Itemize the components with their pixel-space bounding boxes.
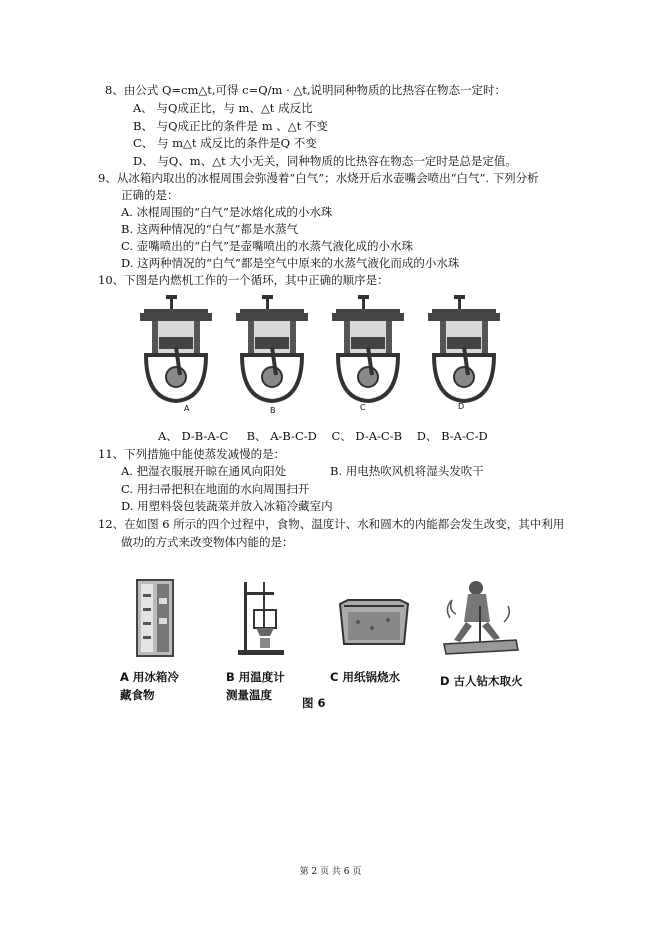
thermometer-stand-image (238, 578, 288, 658)
engine-label-d: D (458, 402, 465, 411)
engine-label-c: C (360, 403, 366, 412)
fig6-caption-c: C 用纸锅烧水 (330, 670, 400, 684)
q8-stem: 8、由公式 Q=cm△t,可得 c=Q/m · △t,说明同种物质的比热容在物态一定时： (105, 83, 507, 97)
page-footer: 第 2 页 共 6 页 (299, 867, 362, 877)
engine-c (332, 295, 404, 401)
paper-pot-image (338, 598, 410, 648)
fridge-image (135, 578, 175, 658)
q12-stem-line2: 做功的方式来改变物体内能的是： (121, 535, 294, 549)
q11-option-c: C. 用扫帚把积在地面的水向周围扫开 (121, 482, 310, 496)
q9-stem-line2: 正确的是： (121, 188, 179, 202)
fig6-label: 图 6 (302, 696, 326, 710)
engine-a (140, 295, 212, 401)
fig6-caption-b-line2: 测量温度 (226, 688, 272, 702)
q8-option-a: A、 与Q成正比，与 m、△t 成反比 (133, 101, 313, 115)
q8-option-c: C、 与 m△t 成反比的条件是Q 不变 (133, 136, 317, 150)
q9-option-b: B. 这两种情况的“白气”都是水蒸气 (121, 222, 299, 236)
engine-label-b: B (270, 406, 276, 415)
q10-stem: 10、下图是内燃机工作的一个循环，其中正确的顺序是： (98, 273, 389, 287)
q9-option-a: A. 冰棍周围的“白气”是冰熔化成的小水珠 (121, 205, 333, 219)
q9-stem-line1: 9、从冰箱内取出的冰棍周围会弥漫着“白气”；水烧开后水壶嘴会喷出“白气”. 下列分析 (98, 171, 539, 185)
q11-option-a: A. 把湿衣服展开晾在通风向阳处 (121, 464, 287, 478)
fig6-caption-d: D 古人钻木取火 (440, 674, 523, 688)
engine-b (236, 295, 308, 401)
q10-options: A、 D-B-A-C B、 A-B-C-D C、 D-A-C-B D、 B-A-C-D (158, 429, 488, 443)
q12-stem-line1: 12、在如图 6 所示的四个过程中，食物、温度计、水和圆木的内能都会发生改变，其中利用 (98, 517, 565, 531)
q11-option-d: D. 用塑料袋包装蔬菜并放入冰箱冷藏室内 (121, 499, 333, 513)
engine-label-a: A (184, 404, 190, 413)
fig6-caption-a-line1: A 用冰箱冷 (120, 670, 179, 684)
q11-stem: 11、下列措施中能使蒸发减慢的是： (98, 447, 286, 461)
drill-fire-image (440, 578, 520, 658)
q8-option-d: D、 与Q、m、△t 大小无关，同种物质的比热容在物态一定时是总是定值。 (133, 154, 517, 168)
q9-option-d: D. 这两种情况的“白气”都是空气中原来的水蒸气液化而成的小水珠 (121, 256, 460, 270)
q11-option-b: B. 用电热吹风机将湿头发吹干 (330, 464, 484, 478)
fig6-caption-a-line2: 藏食物 (120, 688, 155, 702)
fig6-caption-b-line1: B 用温度计 (226, 670, 285, 684)
q8-option-b: B、 与Q成正比的条件是 m 、△t 不变 (133, 119, 328, 133)
q9-option-c: C. 壶嘴喷出的“白气”是壶嘴喷出的水蒸气液化成的小水珠 (121, 239, 413, 253)
engine-d (428, 295, 500, 401)
